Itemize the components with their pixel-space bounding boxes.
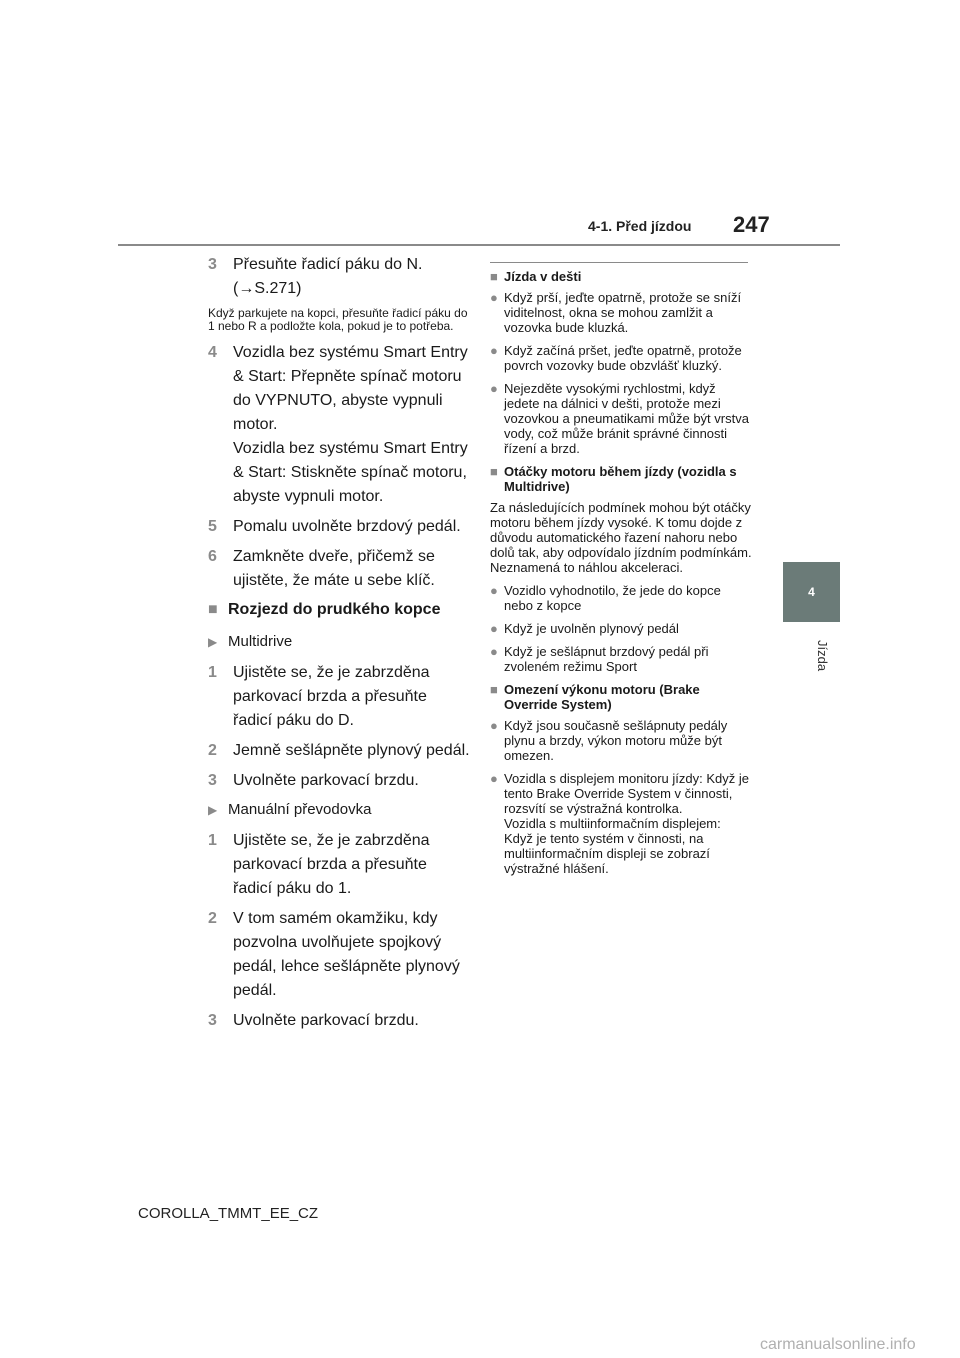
square-bullet-icon: ■ xyxy=(490,682,498,697)
header-divider xyxy=(118,244,840,246)
chapter-number: 4 xyxy=(808,585,815,599)
md-step-3: 3 Uvolněte parkovací brzdu. xyxy=(208,772,419,789)
step-text: Vozidla bez systému Smart Entry & Start: Stiskněte spínač motoru, abyste vypnuli motor. xyxy=(233,440,468,505)
step-number: 3 xyxy=(208,256,217,273)
watermark: carmanualsonline.info xyxy=(760,1336,916,1353)
step-number: 4 xyxy=(208,344,217,361)
triangle-bullet-icon: ▶ xyxy=(208,803,218,817)
list-item: ● Když je sešlápnut brzdový pedál při zvoleném režimu Sport xyxy=(490,644,709,674)
step-number: 6 xyxy=(208,548,217,565)
dot-bullet-icon: ● xyxy=(490,644,498,659)
dot-bullet-icon: ● xyxy=(490,583,498,598)
mt-step-1: 1 Ujistěte se, že je zabrzděna parkovací brzda a přesuňte řadicí páku do 1. xyxy=(208,832,430,897)
document-code: COROLLA_TMMT_EE_CZ xyxy=(138,1205,319,1222)
list-item: ● Vozidlo vyhodnotilo, že jede do kopce nebo z kopce xyxy=(490,583,721,613)
list-item: ● Nejezděte vysokými rychlostmi, když jedete na dálnici v dešti, protože mezi vozovkou a pneumatikami může být vrstva vody, což může bránit správné činnosti řízení a brzd. xyxy=(490,381,749,456)
dot-bullet-icon: ● xyxy=(490,343,498,358)
chapter-tab xyxy=(783,562,840,622)
page-number: 247 xyxy=(733,212,770,237)
square-bullet-icon: ■ xyxy=(490,464,498,479)
right-column xyxy=(490,262,752,884)
dot-bullet-icon: ● xyxy=(490,381,498,396)
dot-bullet-icon: ● xyxy=(490,718,498,733)
rpm-heading: ■ Otáčky motoru během jízdy (vozidla s Multidrive) xyxy=(490,464,737,494)
section-title: 4-1. Před jízdou xyxy=(588,218,692,234)
dot-bullet-icon: ● xyxy=(490,290,498,305)
square-bullet-icon: ■ xyxy=(490,269,498,284)
step-4 xyxy=(208,341,470,509)
step-3 xyxy=(208,253,470,301)
step-text: Přesuňte řadicí páku do N. xyxy=(233,256,423,273)
column-divider xyxy=(490,262,748,263)
list-item: ● Když prší, jeďte opatrně, protože se sníží viditelnost, okna se mohou zamlžit a vozovka bude kluzká. xyxy=(490,290,742,335)
triangle-bullet-icon: ▶ xyxy=(208,635,218,649)
dot-bullet-icon: ● xyxy=(490,621,498,636)
list-item: ● Když začíná pršet, jeďte opatrně, protože povrch vozovky bude obzvlášť kluzký. xyxy=(490,343,742,373)
md-step-1: 1 Ujistěte se, že je zabrzděna parkovací brzda a přesuňte řadicí páku do D. xyxy=(208,664,430,729)
step-text: Vozidla bez systému Smart Entry & Start: Přepněte spínač motoru do VYPNUTO, abyste vypnuli motor. xyxy=(233,344,468,433)
step-text: Pomalu uvolněte brzdový pedál. xyxy=(233,518,461,535)
multidrive-subheading: ▶ Multidrive xyxy=(208,631,470,653)
mt-step-3: 3 Uvolněte parkovací brzdu. xyxy=(208,1012,419,1029)
list-item: ● Když jsou současně sešlápnuty pedály plynu a brzdy, výkon motoru může být omezen. xyxy=(490,718,728,763)
md-step-2: 2 Jemně sešlápněte plynový pedál. xyxy=(208,742,470,759)
parking-note: Když parkujete na kopci, přesuňte řadicí páku do 1 nebo R a podložte kola, pokud je to potřeba. xyxy=(208,306,468,333)
rpm-paragraph: Za následujících podmínek mohou být otáčky motoru během jízdy vysoké. K tomu dojde z důvodu automatického řazení nahoru nebo dolů tak, aby odpovídalo jízdním podmínkám. Neznamená to náhlou akceleraci. xyxy=(490,500,752,575)
step-text: Zamkněte dveře, přičemž se ujistěte, že máte u sebe klíč. xyxy=(233,548,435,589)
step-6 xyxy=(208,545,470,593)
list-item: ● Když je uvolněn plynový pedál xyxy=(490,621,679,636)
square-bullet-icon: ■ xyxy=(208,601,218,618)
manual-subheading: ▶ Manuální převodovka xyxy=(208,799,470,821)
dot-bullet-icon: ● xyxy=(490,771,498,786)
left-column xyxy=(208,253,470,1039)
hill-start-heading: ■ Rozjezd do prudkého kopce xyxy=(208,599,470,621)
list-item: ● Vozidla s displejem monitoru jízdy: Když je tento Brake Override System v činnosti, rozsvítí se výstražná kontrolka. Vozidla s multiinformačním displejem: Když je tento systém v činnosti, na multiinformačním displeji se zobrazí výstražné hlášení. xyxy=(490,771,749,876)
step-5 xyxy=(208,515,470,539)
rain-heading: ■ Jízda v dešti xyxy=(490,269,582,284)
brake-override-heading: ■ Omezení výkonu motoru (Brake Override System) xyxy=(490,682,700,712)
cross-reference-link[interactable]: (→S.271) xyxy=(233,280,302,297)
chapter-title: Jízda xyxy=(815,640,830,672)
mt-step-2: 2 V tom samém okamžiku, kdy pozvolna uvolňujete spojkový pedál, lehce sešlápněte plynový pedál. xyxy=(208,910,460,999)
step-number: 5 xyxy=(208,518,217,535)
